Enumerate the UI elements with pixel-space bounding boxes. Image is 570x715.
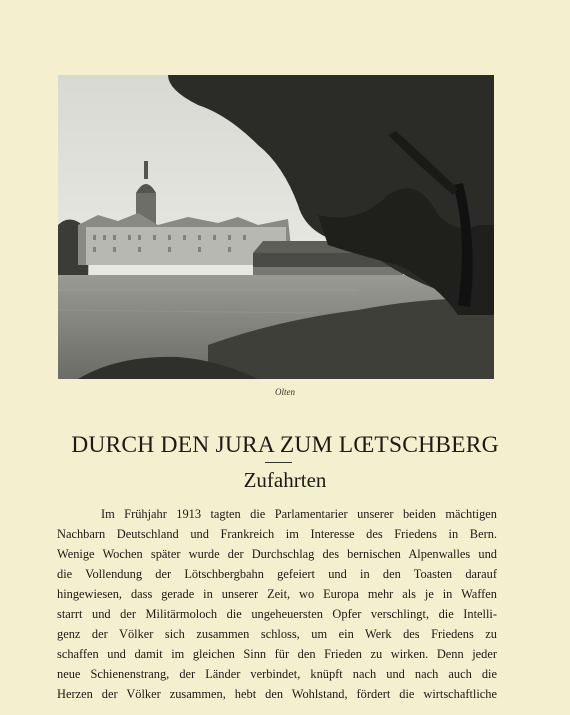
- text-line: Herzen der Völker zusammen, hebt den Wohlstand, fördert die wirtschaftliche: [57, 687, 497, 701]
- body-paragraph: [57, 504, 497, 704]
- text-line: neue Schienenstrang, der Länder verbindet, knüpft nach und nach auch die: [57, 667, 497, 681]
- photo-caption: Olten: [275, 387, 295, 397]
- text-line: die Vollendung der Lötschbergbahn gefeiert und in den Toasten darauf: [57, 567, 497, 581]
- text-line: starrt und der Militärmoloch die ungeheuersten Opfer verschlingt, die Intelli-: [57, 607, 497, 621]
- section-subtitle: Zufahrten: [243, 468, 327, 492]
- text-line: hingewiesen, dass gerade in unserer Zeit, wo Europa mehr als je in Waffen: [57, 587, 497, 601]
- text-line: schaffen und damit im gleichen Sinn für den Frieden zu wirken. Denn jeder: [57, 647, 497, 661]
- text-line: genz der Völker sich zusammen schloss, um ein Werk des Friedens zu: [57, 627, 497, 641]
- text-line: Nachbarn Deutschland und Frankreich im Interesse des Friedens in Bern.: [57, 527, 497, 541]
- chapter-title: DURCH DEN JURA ZUM LŒTSCHBERG: [71, 432, 499, 458]
- text-line: Im Frühjahr 1913 tagten die Parlamentarier unserer beiden mächtigen: [101, 507, 497, 521]
- title-divider: [265, 462, 292, 463]
- text-line: Wenige Wochen später wurde der Durchschlag des bernischen Alpenwalles und: [57, 547, 497, 561]
- town-river-photo: [58, 75, 494, 379]
